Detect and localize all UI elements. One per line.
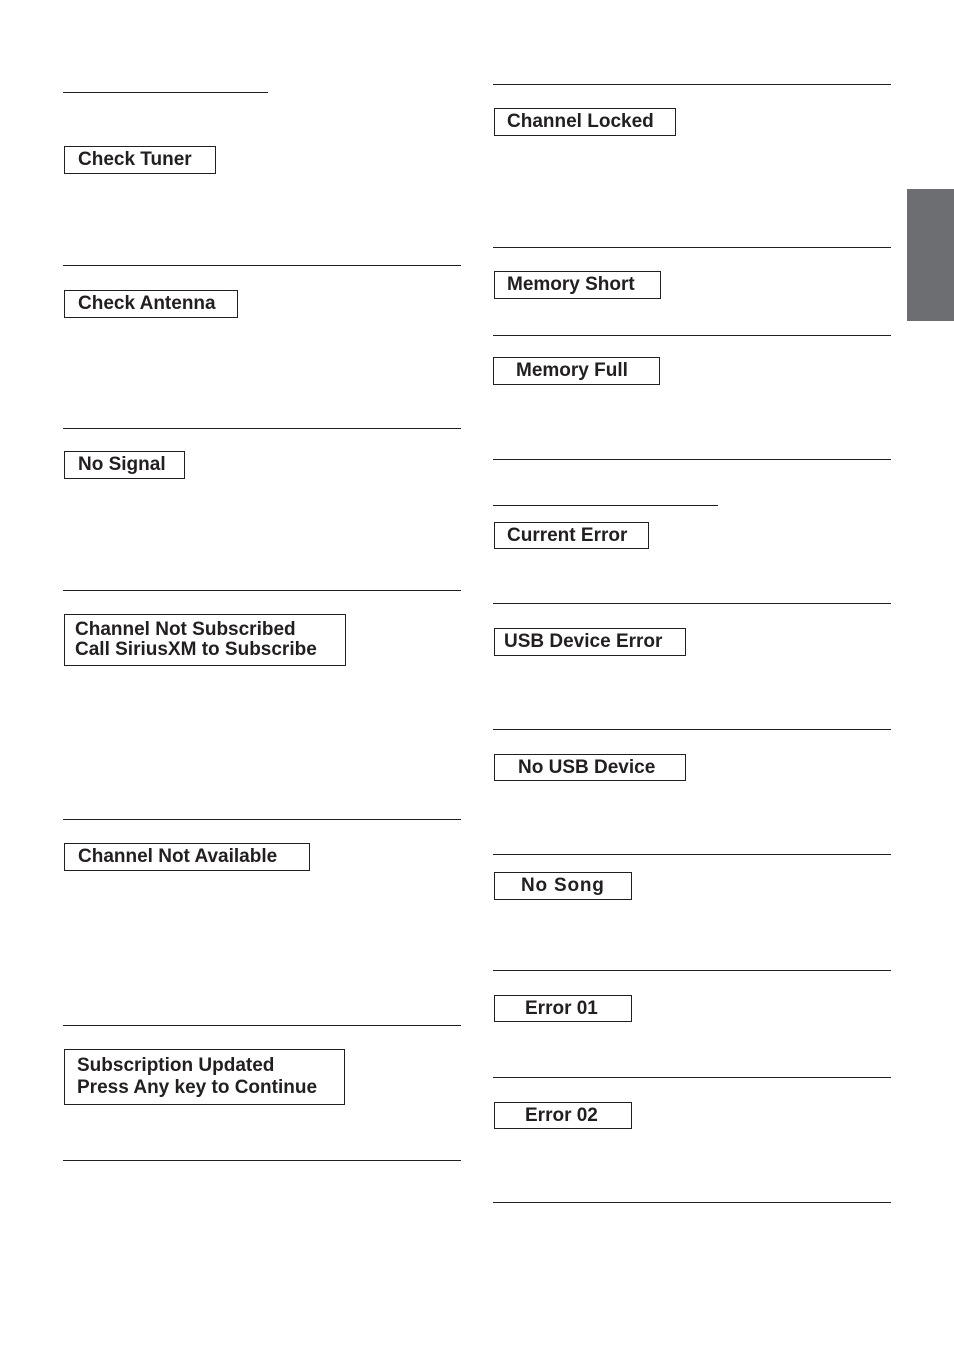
message-box-no-signal xyxy=(64,451,185,479)
message-box-channel-not-subscribed xyxy=(64,614,346,666)
message-box-no-song xyxy=(494,872,632,900)
divider xyxy=(493,729,891,730)
divider xyxy=(493,247,891,248)
divider xyxy=(493,459,891,460)
message-line: Channel Not Subscribed xyxy=(75,619,296,640)
divider xyxy=(493,1077,891,1078)
message-line: Memory Full xyxy=(516,360,628,381)
divider xyxy=(63,428,461,429)
divider xyxy=(63,590,461,591)
message-line: No Song xyxy=(521,875,605,896)
message-line: Channel Not Available xyxy=(78,846,278,867)
message-box-no-usb-device xyxy=(494,754,686,781)
message-line: Error 02 xyxy=(525,1105,598,1126)
message-line: Memory Short xyxy=(507,274,635,295)
divider xyxy=(493,970,891,971)
message-line: USB Device Error xyxy=(504,631,663,652)
message-box-usb-device-error xyxy=(494,628,686,656)
section-heading-underline-left xyxy=(63,92,268,93)
divider xyxy=(493,335,891,336)
divider xyxy=(493,1202,891,1203)
divider xyxy=(63,1160,461,1161)
message-line: Press Any key to Continue xyxy=(77,1077,318,1098)
message-box-memory-short xyxy=(494,271,661,299)
divider xyxy=(493,603,891,604)
message-box-check-tuner xyxy=(64,146,216,174)
divider xyxy=(63,265,461,266)
message-line: No USB Device xyxy=(518,757,656,778)
message-box-subscription-updated xyxy=(64,1049,345,1105)
message-box-current-error xyxy=(494,522,649,549)
message-box-check-antenna xyxy=(64,290,238,318)
message-line: Subscription Updated xyxy=(77,1055,275,1076)
message-line: Error 01 xyxy=(525,998,598,1019)
divider xyxy=(493,84,891,85)
message-line: Channel Locked xyxy=(507,111,654,132)
section-heading-underline-right xyxy=(493,505,718,506)
divider xyxy=(63,819,461,820)
message-line: Current Error xyxy=(507,525,628,546)
message-box-channel-locked xyxy=(494,108,676,136)
divider xyxy=(63,1025,461,1026)
message-line: No Signal xyxy=(78,454,166,475)
divider xyxy=(493,854,891,855)
message-line: Call SiriusXM to Subscribe xyxy=(75,639,317,660)
message-line: Check Tuner xyxy=(78,149,192,170)
message-box-error-01 xyxy=(494,995,632,1022)
message-box-memory-full xyxy=(493,357,660,385)
message-line: Check Antenna xyxy=(78,293,216,314)
message-box-channel-not-available xyxy=(64,843,310,871)
message-box-error-02 xyxy=(494,1102,632,1129)
chapter-tab xyxy=(907,189,954,321)
